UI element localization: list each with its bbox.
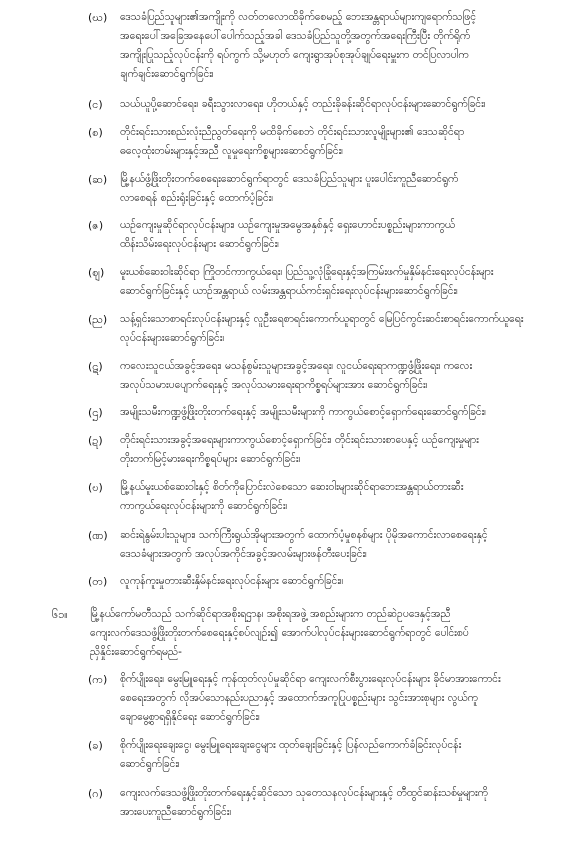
item-line: ချက်ချင်းဆောင်ရွက်ခြင်း၊ (120, 68, 214, 80)
item-line: ကျေးလက်ဒေသဖွံ့ဖြိုးတိုးတက်ရေးနှင့်ဆိုင်သော သုတေသနလုပ်ငန်းများနှင့် တီထွင်ဆန်းသစ်မှုများကို (120, 787, 488, 799)
item-line: စေရေးအတွက် လိုအပ်သောနည်းပညာနှင့် အထောက်အကူပြုပစ္စည်းများ သွင်းအားစုများ လွယ်ကူ (120, 692, 478, 704)
item-line: ချောမွေ့စွာရရှိနိုင်ရေး ဆောင်ရွက်ခြင်း၊ (120, 711, 260, 723)
section-line: မြို့နယ်ကော်မတီသည် သက်ဆိုင်ရာအစိုးရဌာန၊ အစိုးရအဖွဲ့ အစည်းများက တည်ဆဲဥပဒေနှင့်အညီ (90, 608, 451, 620)
item-line: ကာကွယ်ရေးလုပ်ငန်းများကို ဆောင်ရွက်ခြင်း၊ (120, 500, 288, 512)
item-text (120, 670, 560, 727)
item-number: (ဂ) (88, 787, 103, 800)
item-text (120, 478, 560, 516)
item-number: (ဏ) (88, 529, 108, 542)
item-line: အားပေးကူညီဆောင်ရွက်ခြင်း၊ (120, 806, 232, 818)
item-line: ဓလေ့ထုံးတမ်းများနှင့်အညီ လူမှုရေးကိစ္စများဆောင်ရွက်ခြင်း၊ (120, 145, 343, 157)
item-line: လူကုန်ကူးမှုတားဆီးနှိမ်နင်းရေးလုပ်ငန်းများ ဆောင်ရွက်ခြင်း။ (120, 575, 344, 587)
item-line: လုပ်ငန်းများဆောင်ရွက်ခြင်း၊ (120, 332, 225, 344)
item-line: အရေးပေါ်အခြေအနေပေါ်ပေါက်သည့်အခါ ဒေသခံပြည်သူတို့အတွက်အရေးကြီးပြီး တိုက်ရိုက် (120, 30, 471, 42)
item-text (120, 736, 560, 774)
item-line: သန့်ရှင်းသောစာရင်းလုပ်ငန်းများနှင့် လူဦးရေစာရင်းကောက်ယူရာတွင် မြေပြင်ကွင်းဆင်းစာရင်းကောက်ယူရေး (120, 313, 524, 325)
item-number: (က) (88, 673, 108, 686)
item-line: ဒေသခံများအတွက် အလုပ်အကိုင်အခွင့်အလမ်းများဖန်တီးပေးခြင်း၊ (120, 548, 367, 560)
item-number: (ဆ) (88, 173, 108, 186)
item-line: ယဉ်ကျေးမှုဆိုင်ရာလုပ်ငန်းများ၊ ယဉ်ကျေးမှုအမွေအနှစ်နှင့် ရှေးဟောင်းပစ္စည်းများကာကွယ် (120, 219, 456, 231)
item-line: အမျိုးသမီးကဏ္ဍဖွံ့ဖြိုးတိုးတက်ရေးနှင့် အမျိုးသမီးများကို ကာကွယ်စောင့်ရှောက်ရေးဆောင်ရွက်ခြင်း၊ (120, 406, 486, 418)
item-line: ဒေသခံပြည်သူများ၏အကျိုးကို လတ်တလောထိခိုက်စေမည့် ဘေးအန္တရာယ်များကျရောက်သဖြင့် (120, 11, 477, 23)
item-line: အလုပ်သမားပပျောက်ရေးနှင့် အလုပ်သမားရေးရာကိစ္စရပ်များအား ဆောင်ရွက်ခြင်း၊ (120, 379, 428, 391)
item-number: (စ) (88, 126, 103, 139)
item-line: မူးယစ်ဆေးဝါးဆိုင်ရာ ကြိုတင်ကာကွယ်ရေး၊ ပြည်သူ့လုံခြုံရေးနှင့်အကြမ်းဖက်မှုနှိမ်နင်းရေးလုပ်ငန်းများ (120, 266, 494, 278)
item-line: စိုက်ပျိုးရေးချေး‌ငွေ၊ မွေးမြူရေးချေးငွေများ ထုတ်ချေးခြင်းနှင့် ပြန်လည်ကောက်ခံခြင်းလုပ်ငန်း (120, 739, 462, 751)
item-number: (ဎ) (88, 481, 103, 494)
item-text (120, 263, 560, 301)
item-text (120, 572, 560, 591)
item-line: စိုက်ပျိုးရေး၊ မွေးမြူရေးနှင့် ကုန်ထုတ်လုပ်မှုဆိုင်ရာ ကျေးလက်စီးပွားရေးလုပ်ငန်းများ ခိုင်မာအားကောင်း (120, 673, 501, 685)
item-text (120, 431, 560, 469)
item-number: (င) (88, 98, 103, 111)
item-line: တိုးတက်မြင့်မားရေးကိစ္စရပ်များ ဆောင်ရွက်ခြင်း၊ (120, 453, 301, 465)
item-line: အကျိုးပြုသည့်လုပ်ငန်းကို ရပ်ကွက် သို့မဟုတ် ကျေးရွာအုပ်စုအုပ်ချုပ်ရေးမှူးက တင်ပြလာပါက (120, 49, 469, 61)
item-text (120, 216, 560, 254)
item-line: မြို့နယ်မူးယစ်ဆေးဝါးနှင့် စိတ်ကိုပြောင်းလဲစေသော ဆေးဝါးများဆိုင်ရာဘေးအန္တရာယ်တားဆီး (120, 481, 464, 493)
item-text (120, 403, 560, 422)
item-line: ကလေးသူငယ်အခွင့်အရေး၊ မသန်စွမ်းသူများအခွင့်အရေး၊ လူငယ်ရေးရာကဏ္ဍဖွံ့ဖြိုးရေး၊ ကလေး (120, 360, 473, 372)
item-text (120, 8, 560, 84)
item-line: ထိန်းသိမ်းရေးလုပ်ငန်းများ ဆောင်ရွက်ခြင်း၊ (120, 238, 279, 250)
item-line: ဆင်းရဲနွမ်းပါးသူများ၊ သက်ကြီးရွယ်အိုများအတွက် ထောက်ပံ့မှုစနစ်များ ပိုမိုအကောင်းလာစေရေးနှင့် (120, 529, 488, 541)
item-number: (ဇ) (88, 219, 104, 232)
item-number: (ခ) (88, 739, 103, 752)
item-number: (ဃ) (88, 11, 108, 24)
item-text (120, 526, 560, 564)
item-number: (ဋ) (88, 360, 103, 373)
section-number: ၆၁။ (52, 608, 68, 621)
section-line: ကျေးလက်ဒေသဖွံ့ဖြိုးတိုးတက်စေရေးနှင့်စပ်လျဉ်း၍ အောက်ပါလုပ်ငန်းများဆောင်ရွက်ရာတွင် ပေါင်းစပ် (90, 627, 469, 639)
item-line: ဆောင်ရွက်ခြင်း၊ (120, 758, 180, 770)
item-line: သယ်ယူပို့ဆောင်ရေး၊ ခရီးသွားလာရေး၊ ဟိုတယ်နှင့် တည်းခိုခန်းဆိုင်ရာလုပ်ငန်းများဆောင်ရွက်ခြင်း၊ (120, 98, 486, 110)
item-number: (ည) (88, 313, 108, 326)
item-text (120, 357, 560, 395)
item-text (120, 784, 560, 822)
section-line: ညှိနှိုင်းဆောင်ရွက်ရမည်- (90, 646, 182, 658)
item-text (120, 170, 560, 208)
item-number: (ဍ) (88, 434, 103, 447)
item-line: ဆောင်ရွက်ခြင်းနှင့် ယာဉ်အန္တရာယ် လမ်းအန္တရာယ်ကင်းရှင်းရေးလုပ်ငန်းများဆောင်ရွက်ခြင်း၊ (120, 285, 458, 297)
item-line: မြို့နယ်ဖွံ့ဖြိုးတိုးတက်စေရေးဆောင်ရွက်ရာတွင် ဒေသခံပြည်သူများ ပူးပေါင်းကူညီဆောင်ရွက် (120, 173, 459, 185)
section-text (90, 605, 560, 662)
item-text (120, 310, 560, 348)
item-text (120, 123, 560, 161)
item-line: တိုင်းရင်းသားစည်းလုံးညီညွတ်ရေးကို မထိခိုက်စေဘဲ တိုင်းရင်းသားလူမျိုးများ၏ ဒေသဆိုင်ရာ (120, 126, 465, 138)
item-line: တိုင်းရင်းသားအခွင့်အရေးများကာကွယ်စောင့်ရှောက်ခြင်း၊ တိုင်းရင်းသားစာပေနှင့် ယဉ်ကျေးမှုများ (120, 434, 479, 446)
item-text (120, 95, 560, 114)
item-number: (ဈ) (88, 266, 105, 279)
item-line: လာစေရန် စည်းရုံးခြင်းနှင့် ထောက်ပံ့ခြင်း၊ (120, 192, 273, 204)
item-number: (ဌ) (88, 406, 103, 419)
item-number: (တ) (88, 575, 108, 588)
